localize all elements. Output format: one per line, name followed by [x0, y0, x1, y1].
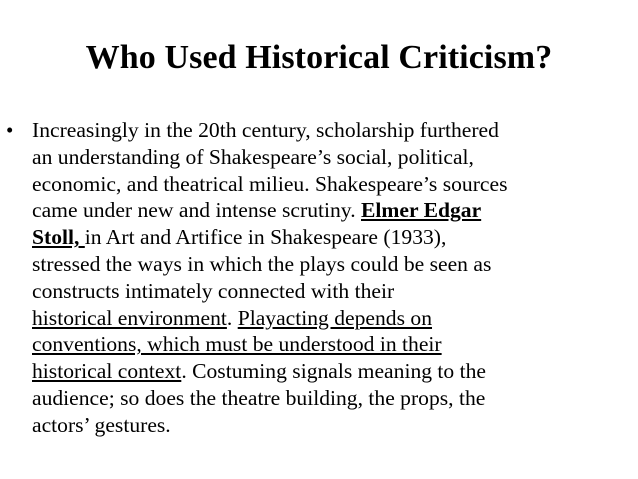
bullet-paragraph [32, 117, 632, 439]
paragraph-line [32, 305, 632, 332]
historical-context-link[interactable]: historical context [32, 359, 182, 384]
paragraph-line [32, 358, 632, 385]
playacting-link[interactable]: Playacting depends on [237, 305, 433, 330]
paragraph-line: an understanding of Shakespeare’s social, political, [32, 144, 474, 169]
text-run: came under new and intense scrutiny. [32, 198, 361, 223]
paragraph-line: stressed the ways in which the plays could be seen as [32, 251, 492, 276]
slide-title: Who Used Historical Criticism? [85, 39, 553, 76]
text-run: . Costuming signals meaning to the [181, 359, 487, 384]
text-run: in Art and Artifice in Shakespeare (1933), [84, 225, 447, 250]
playacting-link[interactable]: conventions, which must be understood in their [32, 332, 442, 357]
paragraph-line [32, 197, 632, 224]
paragraph-line: actors’ gestures. [32, 412, 171, 437]
paragraph-line: constructs intimately connected with their [32, 278, 395, 303]
text-run: . [226, 305, 238, 330]
paragraph-line: Increasingly in the 20th century, scholarship furthered [32, 118, 499, 142]
paragraph-line: audience; so does the theatre building, the props, the [32, 385, 486, 410]
bullet-icon: • [6, 118, 14, 142]
paragraph-line [32, 224, 632, 251]
author-name-link[interactable]: Stoll, [32, 225, 85, 250]
author-name-link[interactable]: Elmer Edgar [361, 198, 482, 223]
paragraph-line: economic, and theatrical milieu. Shakespeare’s sources [32, 171, 508, 196]
historical-environment-link[interactable]: historical environment [32, 305, 227, 330]
paragraph-line [32, 331, 632, 358]
